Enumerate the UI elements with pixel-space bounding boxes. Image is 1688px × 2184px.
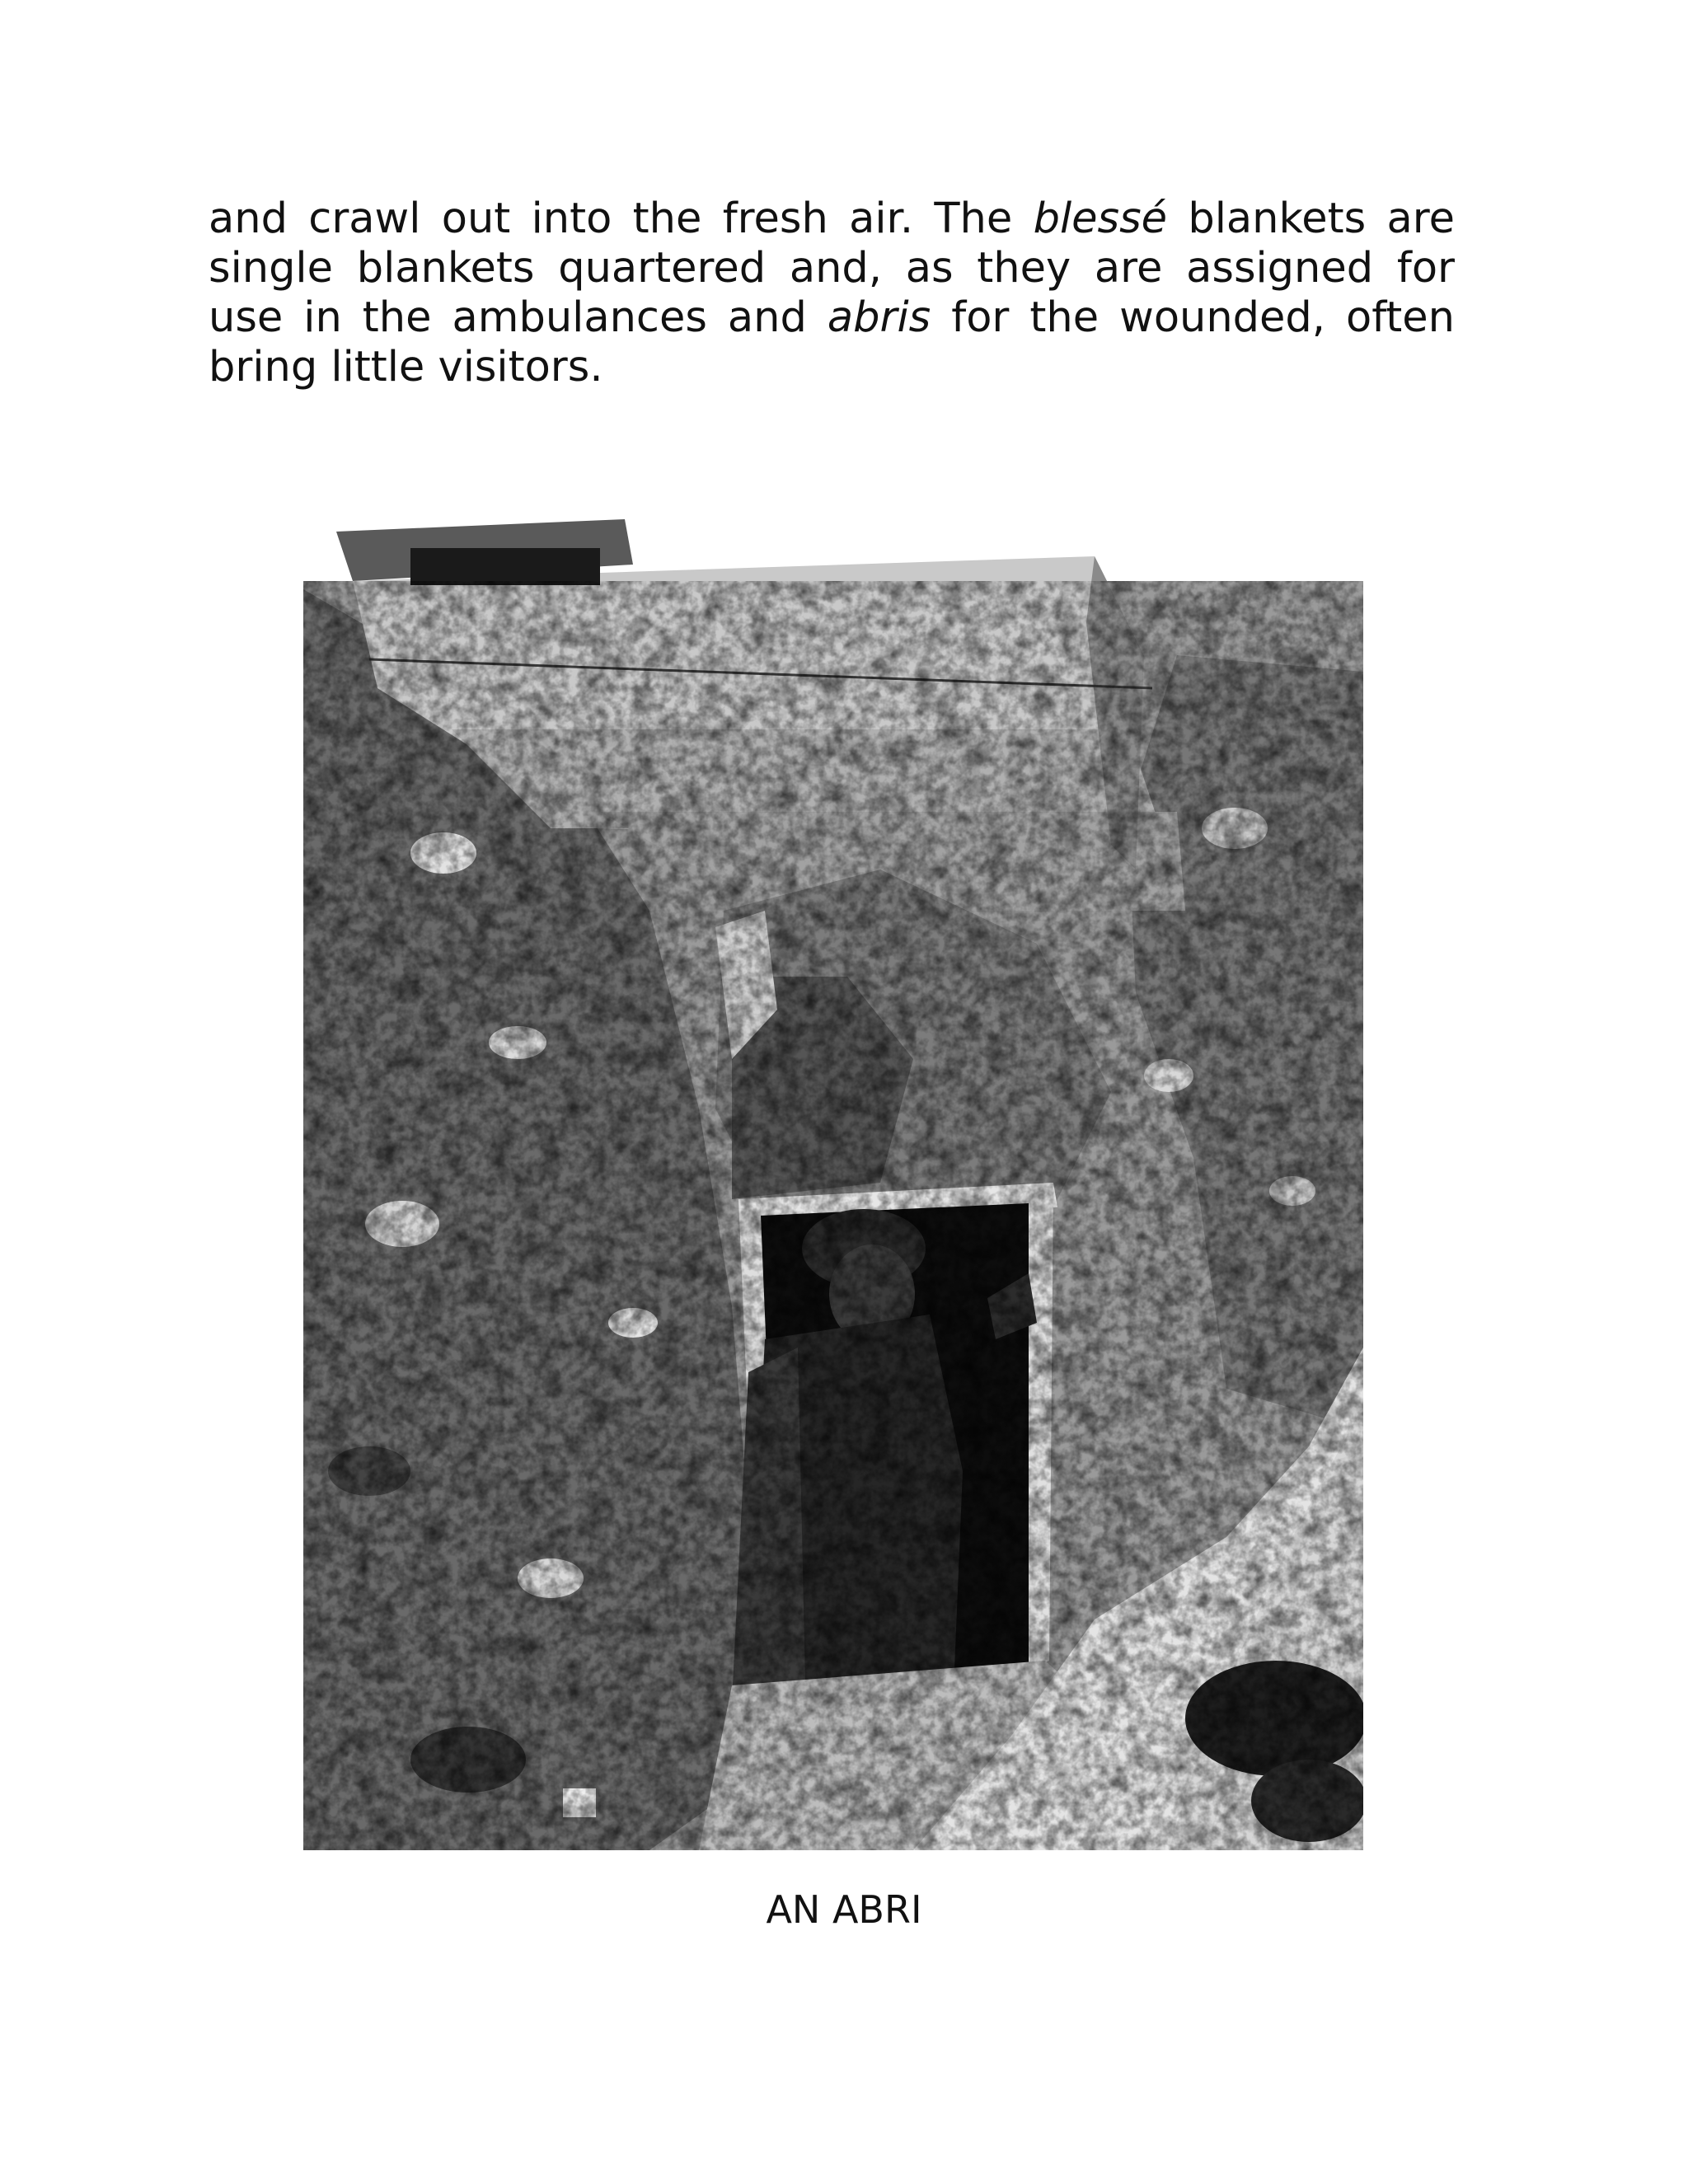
body-paragraph xyxy=(209,194,1455,392)
paragraph-italic-blesse: blessé xyxy=(1033,194,1168,243)
paragraph-italic-abris: abris xyxy=(827,293,931,342)
paragraph-text-3: for the wounded, often bring little visitors. xyxy=(209,293,1455,391)
paragraph-text-1: and crawl out into the fresh air. The xyxy=(209,194,1034,243)
paragraph-text-2: blankets are single blankets quartered and, as they are assigned for use in the ambulances and xyxy=(209,194,1455,342)
figure-caption: AN ABRI xyxy=(766,1887,922,1932)
trench-shelter-photo xyxy=(303,482,1363,1850)
